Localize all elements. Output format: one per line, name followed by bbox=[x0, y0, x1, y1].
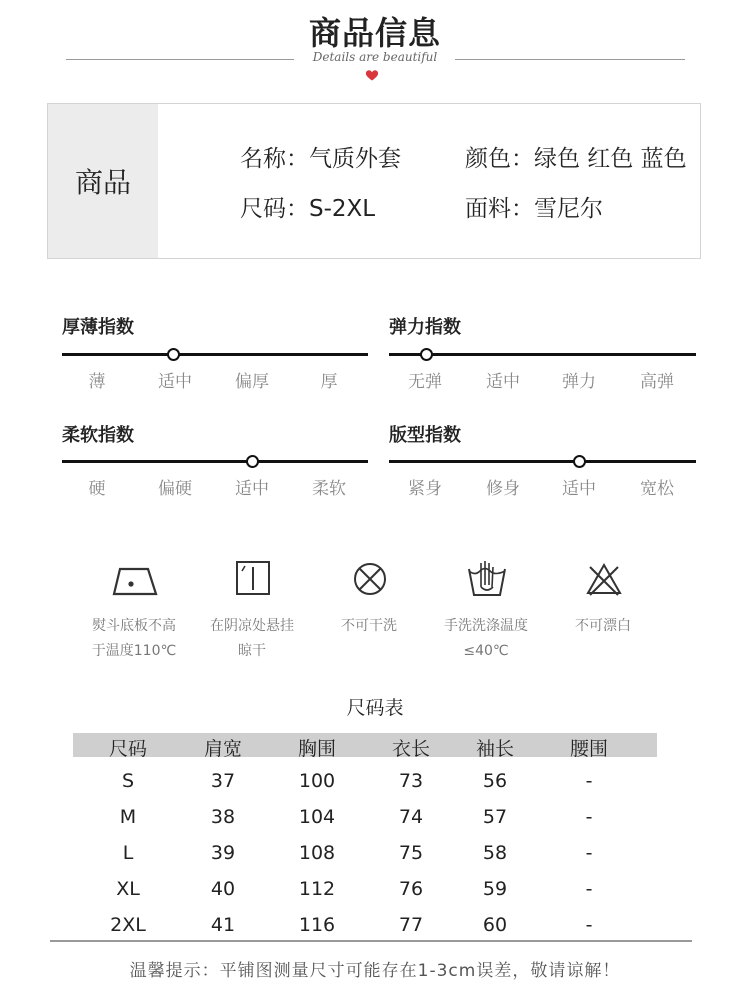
softness-index-marker bbox=[246, 455, 259, 468]
fit-label: 适中 bbox=[562, 479, 596, 499]
header-subtitle: Details are beautiful bbox=[312, 50, 438, 64]
size-table-title: 尺码表 bbox=[346, 697, 404, 719]
softness-label: 适中 bbox=[235, 479, 269, 499]
thickness-label: 薄 bbox=[88, 372, 106, 392]
table-cell: XL bbox=[116, 878, 140, 900]
care-text-line: 不可干洗 bbox=[341, 618, 397, 634]
thickness-index-marker bbox=[167, 348, 180, 361]
care-text-line: 在阴凉处悬挂 bbox=[210, 618, 294, 634]
hand-wash-icon bbox=[459, 557, 515, 605]
table-cell: 108 bbox=[298, 842, 336, 864]
care-text-line: ≤40℃ bbox=[463, 643, 509, 659]
product-fabric: 面料：雪尼尔 bbox=[465, 196, 603, 222]
elasticity-index-title: 弹力指数 bbox=[389, 317, 461, 338]
table-cell: 77 bbox=[398, 914, 424, 936]
table-cell: 104 bbox=[298, 806, 336, 828]
thickness-label: 偏厚 bbox=[235, 372, 269, 392]
care-text-line: 熨斗底板不高 bbox=[92, 618, 176, 634]
table-bottom-divider bbox=[50, 940, 692, 942]
table-cell: M bbox=[119, 806, 137, 828]
table-cell: 41 bbox=[210, 914, 236, 936]
care-text-line: 不可漂白 bbox=[575, 618, 631, 634]
table-header-cell: 肩宽 bbox=[203, 738, 242, 760]
care-text-line-dry bbox=[192, 614, 312, 664]
thickness-index-title: 厚薄指数 bbox=[62, 317, 134, 338]
care-text-line: 晾干 bbox=[238, 643, 266, 659]
table-header-cell: 尺码 bbox=[108, 738, 147, 760]
softness-label: 偏硬 bbox=[158, 479, 192, 499]
table-cell: 40 bbox=[210, 878, 236, 900]
heart-icon bbox=[365, 69, 379, 81]
fit-index-title: 版型指数 bbox=[389, 425, 461, 446]
thickness-label: 厚 bbox=[320, 372, 338, 392]
table-cell: 39 bbox=[210, 842, 236, 864]
product-size: 尺码：S-2XL bbox=[240, 196, 376, 222]
table-cell: 116 bbox=[298, 914, 336, 936]
softness-index-title: 柔软指数 bbox=[62, 425, 134, 446]
table-cell: 73 bbox=[398, 770, 424, 792]
iron-icon bbox=[106, 557, 162, 605]
softness-label: 柔软 bbox=[312, 479, 346, 499]
thickness-index-track bbox=[62, 353, 368, 356]
table-cell: 56 bbox=[482, 770, 508, 792]
table-cell: 2XL bbox=[110, 914, 146, 936]
softness-label: 硬 bbox=[88, 479, 106, 499]
table-header-cell: 衣长 bbox=[391, 738, 430, 760]
fit-index-marker bbox=[573, 455, 586, 468]
table-cell: 58 bbox=[482, 842, 508, 864]
no-dry-clean-icon bbox=[342, 557, 398, 605]
table-cell: 74 bbox=[398, 806, 424, 828]
table-cell: 100 bbox=[298, 770, 336, 792]
elasticity-index-marker bbox=[420, 348, 433, 361]
measurement-tip: 温馨提示：平铺图测量尺寸可能存在1-3cm误差，敬请谅解！ bbox=[129, 961, 621, 981]
thickness-label: 适中 bbox=[158, 372, 192, 392]
table-header-cell: 袖长 bbox=[475, 738, 514, 760]
fit-label: 紧身 bbox=[408, 479, 442, 499]
table-cell: 57 bbox=[482, 806, 508, 828]
table-cell: 37 bbox=[210, 770, 236, 792]
care-text-line: 于温度110℃ bbox=[91, 643, 177, 659]
care-text-no-bleach bbox=[543, 614, 663, 639]
table-cell: 76 bbox=[398, 878, 424, 900]
elasticity-label: 弹力 bbox=[562, 372, 596, 392]
fit-index-track bbox=[389, 460, 696, 463]
table-cell: - bbox=[585, 914, 593, 936]
no-bleach-icon bbox=[576, 557, 632, 605]
fit-label: 宽松 bbox=[640, 479, 674, 499]
table-cell: 75 bbox=[398, 842, 424, 864]
table-header-cell: 腰围 bbox=[569, 738, 608, 760]
elasticity-label: 无弹 bbox=[408, 372, 442, 392]
elasticity-index-track bbox=[389, 353, 696, 356]
care-text-line: 手洗洗涤温度 bbox=[444, 618, 528, 634]
table-cell: - bbox=[585, 878, 593, 900]
table-cell: 59 bbox=[482, 878, 508, 900]
fit-label: 修身 bbox=[486, 479, 520, 499]
page-title: 商品信息 bbox=[308, 14, 441, 52]
table-cell: L bbox=[122, 842, 134, 864]
table-cell: 60 bbox=[482, 914, 508, 936]
softness-index-track bbox=[62, 460, 368, 463]
elasticity-label: 适中 bbox=[486, 372, 520, 392]
table-cell: 38 bbox=[210, 806, 236, 828]
line-dry-icon bbox=[225, 557, 281, 605]
table-cell: - bbox=[585, 842, 593, 864]
table-cell: 112 bbox=[298, 878, 336, 900]
table-cell: - bbox=[585, 770, 593, 792]
care-text-iron bbox=[74, 614, 194, 664]
table-header-cell: 胸围 bbox=[297, 738, 336, 760]
care-text-hand-wash bbox=[426, 614, 546, 664]
product-name: 名称：气质外套 bbox=[240, 146, 401, 172]
table-cell: S bbox=[121, 770, 135, 792]
product-color: 颜色：绿色 红色 蓝色 bbox=[465, 146, 687, 172]
elasticity-label: 高弹 bbox=[640, 372, 674, 392]
product-label: 商品 bbox=[74, 166, 131, 199]
care-text-no-dry-clean bbox=[309, 614, 429, 639]
table-cell: - bbox=[585, 806, 593, 828]
